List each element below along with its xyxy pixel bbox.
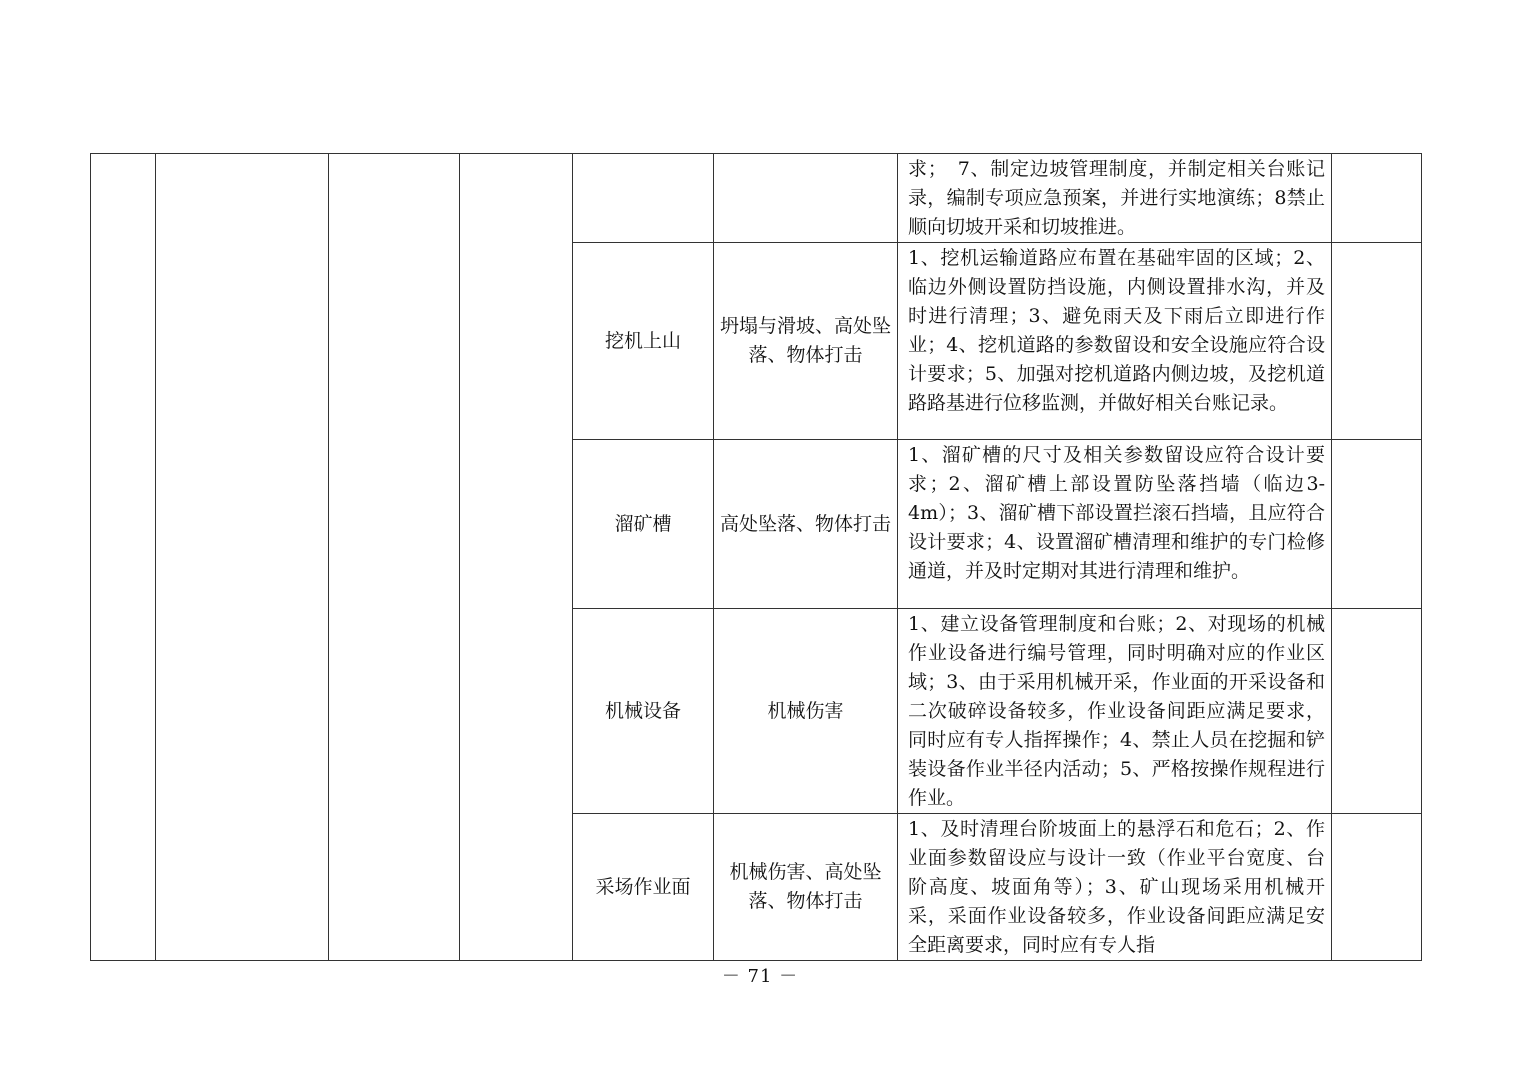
merged-cell-col4 <box>460 154 573 961</box>
measure-cell: 求； 7、制定边坡管理制度，并制定相关台账记录，编制专项应急预案，并进行实地演练；8禁止顺向切坡开采和切坡推进。 <box>898 154 1332 243</box>
remark-cell <box>1332 440 1422 609</box>
hazard-cell: 高处坠落、物体打击 <box>714 440 898 609</box>
measure-cell: 1、溜矿槽的尺寸及相关参数留设应符合设计要求；2、溜矿槽上部设置防坠落挡墙（临边3-4m）；3、溜矿槽下部设置拦滚石挡墙，且应符合设计要求；4、设置溜矿槽清理和维护的专门检修通道，并及时定期对其进行清理和维护。 <box>898 440 1332 609</box>
measure-cell: 1、挖机运输道路应布置在基础牢固的区域；2、临边外侧设置防挡设施，内侧设置排水沟，并及时进行清理；3、避免雨天及下雨后立即进行作业；4、挖机道路的参数留设和安全设施应符合设计要求；5、加强对挖机道路内侧边坡，及挖机道路路基进行位移监测，并做好相关台账记录。 <box>898 243 1332 440</box>
item-cell: 采场作业面 <box>573 814 714 961</box>
item-cell: 溜矿槽 <box>573 440 714 609</box>
hazard-measures-table <box>90 153 1422 961</box>
hazard-cell: 坍塌与滑坡、高处坠落、物体打击 <box>714 243 898 440</box>
item-cell <box>573 154 714 243</box>
merged-cell-col2 <box>156 154 329 961</box>
hazard-cell: 机械伤害、高处坠落、物体打击 <box>714 814 898 961</box>
table-row <box>91 154 1422 243</box>
remark-cell <box>1332 154 1422 243</box>
page-number: － 71 － <box>721 966 799 987</box>
item-cell: 机械设备 <box>573 609 714 814</box>
remark-cell <box>1332 814 1422 961</box>
merged-cell-col3 <box>329 154 460 961</box>
measure-cell: 1、及时清理台阶坡面上的悬浮石和危石；2、作业面参数留设应与设计一致（作业平台宽度、台阶高度、坡面角等）；3、矿山现场采用机械开采，采面作业设备较多，作业设备间距应满足安全距离要求，同时应有专人指 <box>898 814 1332 961</box>
hazard-cell <box>714 154 898 243</box>
remark-cell <box>1332 609 1422 814</box>
measure-cell: 1、建立设备管理制度和台账；2、对现场的机械作业设备进行编号管理，同时明确对应的作业区域；3、由于采用机械开采，作业面的开采设备和二次破碎设备较多，作业设备间距应满足要求，同时应有专人指挥操作；4、禁止人员在挖掘和铲装设备作业半径内活动；5、严格按操作规程进行作业。 <box>898 609 1332 814</box>
item-cell: 挖机上山 <box>573 243 714 440</box>
remark-cell <box>1332 243 1422 440</box>
hazard-cell: 机械伤害 <box>714 609 898 814</box>
merged-cell-col1 <box>91 154 156 961</box>
